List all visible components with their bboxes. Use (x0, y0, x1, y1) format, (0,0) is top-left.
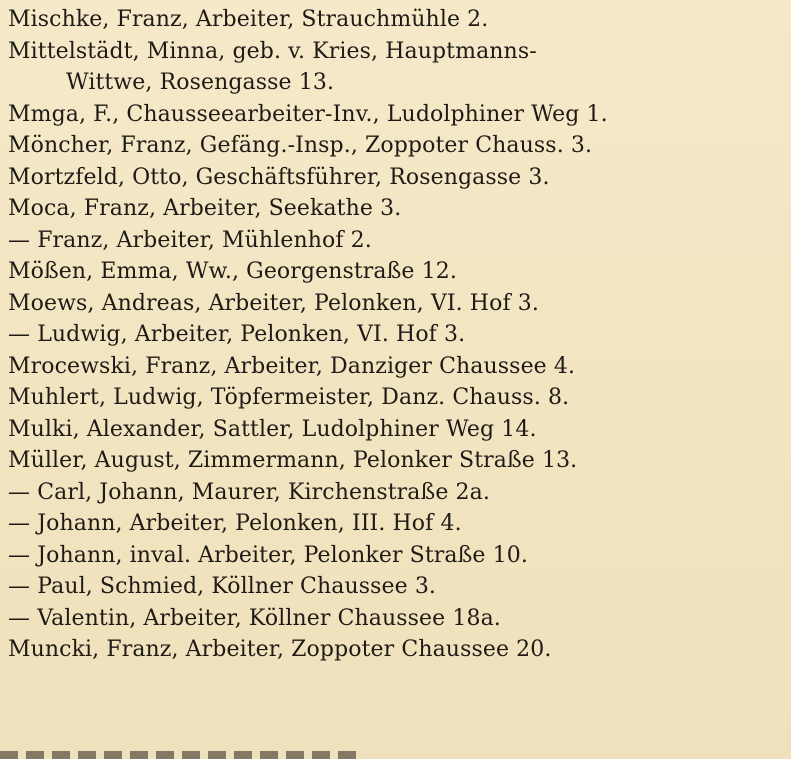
entry-line: Moews, Andreas, Arbeiter, Pelonken, VI. Hof 3. (8, 290, 539, 316)
entry-line: Muncki, Franz, Arbeiter, Zoppoter Chaussee 20. (8, 637, 552, 662)
entry-line: Mrocewski, Franz, Arbeiter, Danziger Chaussee 4. (8, 353, 576, 379)
entry-line: Mmga, F., Chausseearbeiter-Inv., Ludolphiner Weg 1. (8, 101, 608, 127)
entry-line: Muhlert, Ludwig, Töpfermeister, Danz. Chauss. 8. (8, 385, 570, 410)
entry-line: Mittelstädt, Minna, geb. v. Kries, Hauptmanns- (8, 38, 537, 64)
entry-line: Mortzfeld, Otto, Geschäftsführer, Rosengasse 3. (8, 164, 550, 190)
cut-off-text-line (0, 751, 360, 759)
entry-line: Mulki, Alexander, Sattler, Ludolphiner Weg 14. (8, 416, 537, 442)
entry-line: Müller, August, Zimmermann, Pelonker Straße 13. (8, 448, 578, 473)
entry-line: Möncher, Franz, Gefäng.-Insp., Zoppoter Chauss. 3. (8, 133, 593, 158)
entry-line: — Valentin, Arbeiter, Köllner Chaussee 18a. (8, 605, 501, 631)
entry-line: — Franz, Arbeiter, Mühlenhof 2. (8, 227, 372, 253)
entry-line: Mößen, Emma, Ww., Georgenstraße 12. (8, 259, 457, 284)
entry-line: Mischke, Franz, Arbeiter, Strauchmühle 2. (8, 7, 489, 32)
entry-list (8, 4, 786, 666)
entry-line: — Johann, Arbeiter, Pelonken, III. Hof 4. (8, 511, 462, 536)
entry-line: — Johann, inval. Arbeiter, Pelonker Straße 10. (8, 542, 528, 568)
entry-line: — Ludwig, Arbeiter, Pelonken, VI. Hof 3. (8, 322, 466, 347)
entry-line: — Paul, Schmied, Köllner Chaussee 3. (8, 574, 437, 599)
entry-line: Moca, Franz, Arbeiter, Seekathe 3. (8, 196, 402, 221)
entry-line-continuation: Wittwe, Rosengasse 13. (66, 70, 335, 95)
entry-line: — Carl, Johann, Maurer, Kirchenstraße 2a. (8, 479, 490, 505)
